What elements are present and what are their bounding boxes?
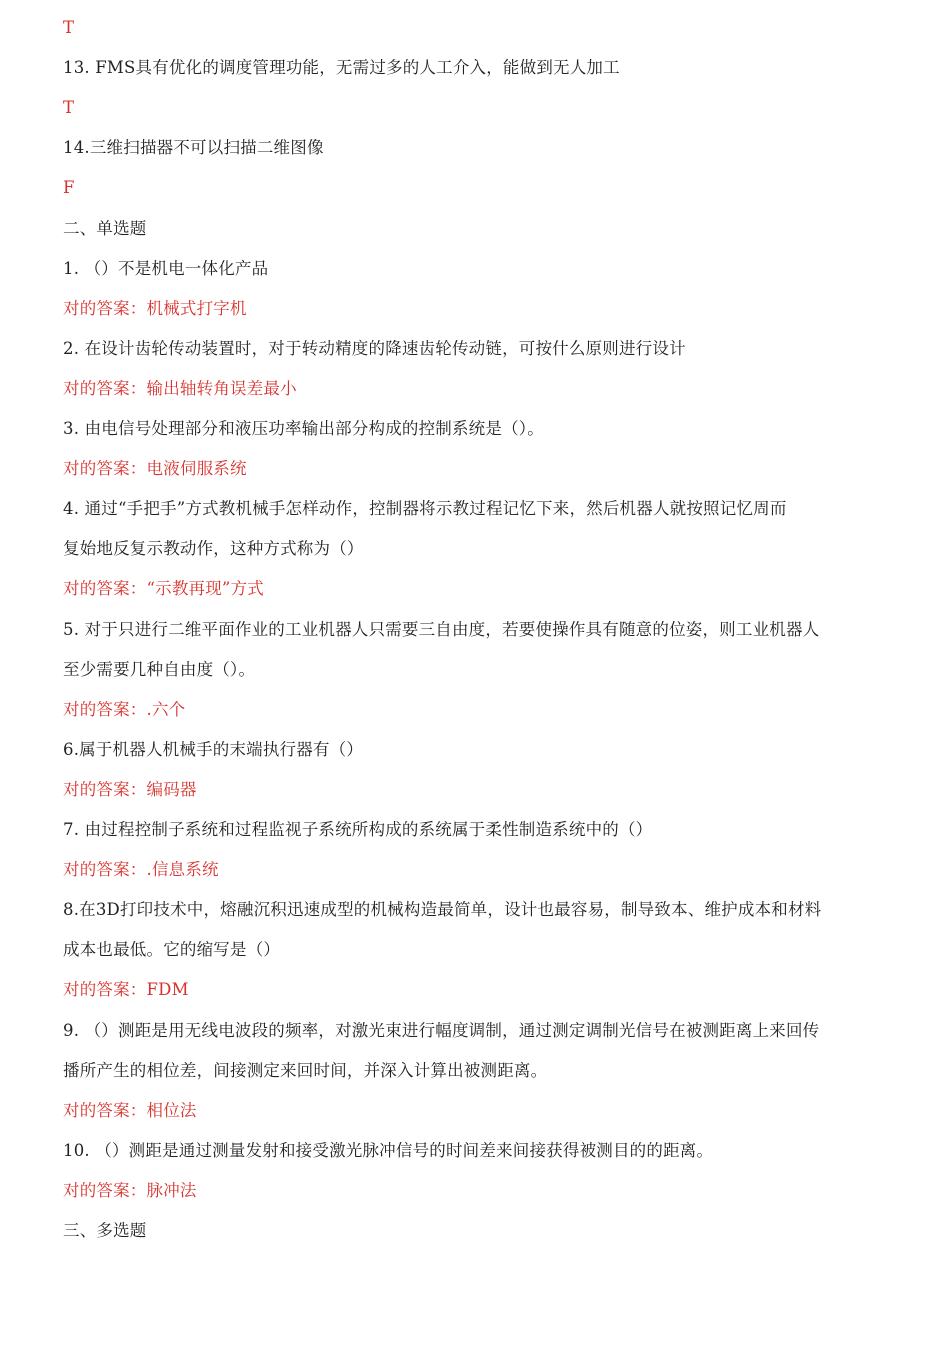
answer-line: 对的答案：机械式打字机 [63,298,247,318]
question-line: 复始地反复示教动作，这种方式称为（） [63,539,364,559]
answer-line: F [63,178,75,198]
question-line: 3. 由电信号处理部分和液压功率输出部分构成的控制系统是（）。 [63,419,544,438]
question-line: 播所产生的相位差，间接测定来回时间，并深入计算出被测距离。 [63,1060,548,1080]
answer-line: T [63,18,75,37]
question-line: 6.属于机器人机械手的末端执行器有（） [63,739,364,759]
question-line: 成本也最低。它的缩写是（） [63,940,281,960]
question-line: 至少需要几种自由度（）。 [63,659,256,679]
answer-line: 对的答案：相位法 [63,1100,197,1120]
question-line: 10. （）测距是通过测量发射和接受激光脉冲信号的时间差来间接获得被测目的的距离。 [63,1140,714,1160]
question-line: 13. FMS具有优化的调度管理功能，无需过多的人工介入，能做到无人加工 [63,58,620,78]
answer-line: 对的答案：FDM [63,980,189,1000]
question-line: 4. 通过“手把手”方式教机械手怎样动作，控制器将示教过程记忆下来，然后机器人就按照记忆周而 [63,499,787,519]
answer-line: T [63,98,75,118]
answer-line: 对的答案：“示教再现”方式 [63,579,264,599]
answer-line: 对的答案：.信息系统 [63,860,219,880]
question-line: 5. 对于只进行二维平面作业的工业机器人只需要三自由度，若要使操作具有随意的位姿，则工业机器人 [63,619,820,639]
question-line: 14.三维扫描器不可以扫描二维图像 [63,138,324,158]
question-line: 7. 由过程控制子系统和过程监视子系统所构成的系统属于柔性制造系统中的（） [63,820,653,839]
answer-line: 对的答案：输出轴转角误差最小 [63,378,297,398]
answer-line: 对的答案：编码器 [63,779,197,799]
answer-line: 对的答案：.六个 [63,699,186,719]
question-line: 8.在3D打印技术中，熔融沉积迅速成型的机械构造最简单，设计也最容易，制导致本、维护成本和材料 [63,900,822,920]
question-line: 1. （）不是机电一体化产品 [63,258,269,278]
answer-line: 对的答案：电液伺服系统 [63,459,247,479]
answer-line: 对的答案：脉冲法 [63,1180,197,1200]
question-line: 9. （）测距是用无线电波段的频率，对激光束进行幅度调制，通过测定调制光信号在被测距离上来回传 [63,1020,820,1040]
question-line: 2. 在设计齿轮传动装置时，对于转动精度的降速齿轮传动链，可按什么原则进行设计 [63,338,686,358]
question-line: 三、多选题 [63,1221,147,1240]
question-line: 二、单选题 [63,218,147,238]
